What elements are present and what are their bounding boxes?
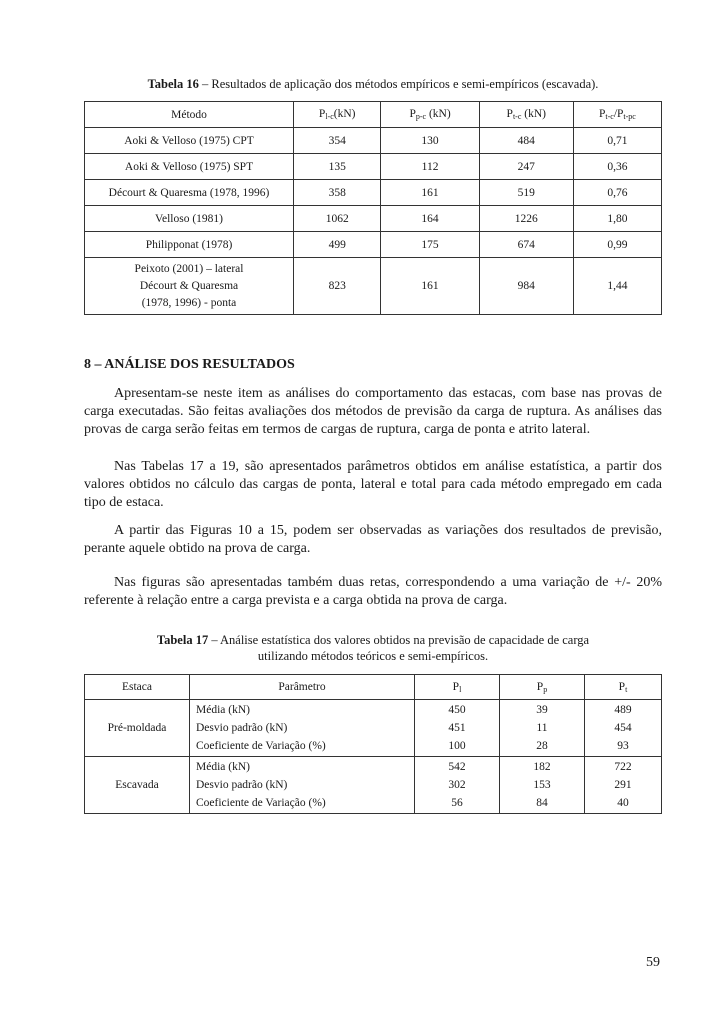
value: 40 bbox=[617, 797, 629, 809]
value: 182 bbox=[533, 761, 551, 773]
cell-ratio: 0,76 bbox=[573, 180, 661, 206]
table-row bbox=[85, 757, 662, 814]
table-row bbox=[85, 206, 662, 232]
value: 11 bbox=[536, 722, 548, 734]
cell-metodo-line: Décourt & Quaresma bbox=[139, 279, 239, 292]
paragraph-2: Nas Tabelas 17 a 19, são apresentados parâmetros obtidos em análise estatística, a partir dos valores obtidos no cálculo das cargas de ponta, lateral e total para cada método empregado em cada tipo de estaca. bbox=[84, 459, 662, 510]
cell-metodo: Velloso (1981) bbox=[85, 206, 294, 232]
paragraph-3: A partir das Figuras 10 a 15, podem ser observadas as variações dos resultados de previsão, perante aquele obtido na prova de carga. bbox=[84, 523, 662, 556]
paragraph-4: Nas figuras são apresentadas também duas retas, correspondendo a uma variação de +/- 20% referente à relação entre a carga prevista e a carga obtida na prova de carga. bbox=[84, 575, 662, 608]
cell-ratio: 0,99 bbox=[573, 232, 661, 258]
cell-metodo: Aoki & Velloso (1975) CPT bbox=[85, 128, 294, 154]
cell-pp: 161 bbox=[381, 180, 479, 206]
table17-caption bbox=[84, 632, 662, 664]
cell-metodo bbox=[85, 258, 294, 315]
header-sub: t-c bbox=[605, 112, 614, 121]
header-mid: /P bbox=[613, 108, 624, 120]
cell-metodo: Décourt & Quaresma (1978, 1996) bbox=[85, 180, 294, 206]
cell-pt bbox=[585, 757, 662, 814]
page-number: 59 bbox=[646, 955, 660, 970]
cell-estaca: Pré-moldada bbox=[85, 700, 190, 757]
parametro-line: Coeficiente de Variação (%) bbox=[196, 797, 326, 809]
cell-pp: 161 bbox=[381, 258, 479, 315]
cell-metodo: Aoki & Velloso (1975) SPT bbox=[85, 154, 294, 180]
value: 454 bbox=[614, 722, 632, 734]
cell-parametro bbox=[190, 757, 415, 814]
parametro-line: Média (kN) bbox=[196, 704, 250, 716]
table17-caption-line1 bbox=[84, 632, 662, 648]
cell-pl: 354 bbox=[294, 128, 381, 154]
cell-metodo-line: (1978, 1996) - ponta bbox=[141, 296, 237, 309]
cell-pl: 499 bbox=[294, 232, 381, 258]
cell-pt: 1226 bbox=[479, 206, 573, 232]
table-row bbox=[85, 258, 662, 315]
table17-header-parametro: Parâmetro bbox=[190, 675, 415, 700]
cell-pl bbox=[415, 700, 500, 757]
header-p: P bbox=[409, 108, 416, 120]
cell-ratio: 0,71 bbox=[573, 128, 661, 154]
header-p: P bbox=[452, 680, 460, 693]
parametro-line: Desvio padrão (kN) bbox=[196, 779, 288, 791]
value: 56 bbox=[451, 797, 463, 809]
parametro-line: Desvio padrão (kN) bbox=[196, 722, 288, 734]
table17-header-pp bbox=[500, 675, 585, 700]
table16 bbox=[84, 101, 662, 315]
header-p: P bbox=[318, 108, 326, 120]
table16-header-metodo: Método bbox=[85, 102, 294, 128]
value: 39 bbox=[536, 704, 548, 716]
header-p: P bbox=[598, 108, 606, 120]
header-sub: t bbox=[625, 684, 628, 694]
cell-pt: 484 bbox=[479, 128, 573, 154]
table17-caption-text: – Análise estatística dos valores obtidos na previsão de capacidade de carga bbox=[208, 633, 590, 647]
cell-pp bbox=[500, 757, 585, 814]
parametro-line: Coeficiente de Variação (%) bbox=[196, 740, 326, 752]
value: 153 bbox=[533, 779, 551, 791]
header-p: P bbox=[536, 680, 544, 693]
value: 451 bbox=[448, 722, 466, 734]
table-row bbox=[85, 232, 662, 258]
section-title: 8 – ANÁLISE DOS RESULTADOS bbox=[84, 357, 295, 372]
cell-ratio: 1,80 bbox=[573, 206, 661, 232]
table-row bbox=[85, 700, 662, 757]
cell-pl bbox=[415, 757, 500, 814]
cell-pp: 175 bbox=[381, 232, 479, 258]
cell-pt bbox=[585, 700, 662, 757]
header-sub: t-pc bbox=[623, 112, 636, 121]
cell-metodo-line: Peixoto (2001) – lateral bbox=[134, 262, 244, 275]
value: 489 bbox=[614, 704, 632, 716]
header-sub: p bbox=[543, 684, 548, 694]
cell-pp: 130 bbox=[381, 128, 479, 154]
cell-metodo: Philipponat (1978) bbox=[85, 232, 294, 258]
table-row bbox=[85, 128, 662, 154]
cell-pp bbox=[500, 700, 585, 757]
cell-pl: 358 bbox=[294, 180, 381, 206]
header-unit: (kN) bbox=[426, 108, 451, 120]
header-sub: l-c bbox=[325, 112, 334, 121]
cell-pp: 112 bbox=[381, 154, 479, 180]
cell-ratio: 1,44 bbox=[573, 258, 661, 315]
value: 93 bbox=[617, 740, 629, 752]
cell-pt: 519 bbox=[479, 180, 573, 206]
value: 28 bbox=[536, 740, 548, 752]
value: 542 bbox=[448, 761, 466, 773]
table16-header-pl bbox=[294, 102, 381, 128]
table16-caption-label: Tabela 16 bbox=[147, 77, 199, 91]
table17-header-estaca: Estaca bbox=[85, 675, 190, 700]
table16-header-ratio bbox=[573, 102, 661, 128]
table17-caption-label: Tabela 17 bbox=[156, 633, 209, 647]
value: 302 bbox=[448, 779, 466, 791]
header-unit: (kN) bbox=[333, 108, 356, 120]
value: 84 bbox=[536, 797, 548, 809]
cell-pl: 135 bbox=[294, 154, 381, 180]
table-row bbox=[85, 154, 662, 180]
value: 722 bbox=[614, 761, 632, 773]
header-sub: p-c bbox=[415, 112, 427, 121]
paragraph-1: Apresentam-se neste item as análises do comportamento das estacas, com base nas provas de carga executadas. São feitas avaliações dos métodos de previsão da carga de ruptura. As análises das provas de carga serão feitas em termos de cargas de ruptura, carga de ponta e atrito lateral. bbox=[84, 386, 662, 437]
cell-pl: 823 bbox=[294, 258, 381, 315]
table-row bbox=[85, 180, 662, 206]
cell-pp: 164 bbox=[381, 206, 479, 232]
header-unit: (kN) bbox=[521, 108, 546, 120]
header-p: P bbox=[618, 680, 626, 693]
header-sub: t-c bbox=[512, 112, 522, 121]
table16-caption bbox=[84, 76, 662, 92]
table17-header-pl bbox=[415, 675, 500, 700]
value: 100 bbox=[448, 740, 466, 752]
header-p: P bbox=[506, 108, 513, 120]
cell-pt: 674 bbox=[479, 232, 573, 258]
table16-header-pt bbox=[479, 102, 573, 128]
table17-caption-line2: utilizando métodos teóricos e semi-empíricos. bbox=[257, 649, 489, 663]
parametro-line: Média (kN) bbox=[196, 761, 250, 773]
table17-header-row bbox=[85, 675, 662, 700]
cell-pl: 1062 bbox=[294, 206, 381, 232]
table17-header-pt bbox=[585, 675, 662, 700]
table16-header-row bbox=[85, 102, 662, 128]
cell-estaca: Escavada bbox=[85, 757, 190, 814]
value: 450 bbox=[448, 704, 466, 716]
table17 bbox=[84, 674, 662, 814]
cell-ratio: 0,36 bbox=[573, 154, 661, 180]
cell-pt: 247 bbox=[479, 154, 573, 180]
table16-header-pp bbox=[381, 102, 479, 128]
table16-caption-text: – Resultados de aplicação dos métodos empíricos e semi-empíricos (escavada). bbox=[198, 77, 599, 91]
value: 291 bbox=[614, 779, 632, 791]
cell-parametro bbox=[190, 700, 415, 757]
cell-pt: 984 bbox=[479, 258, 573, 315]
header-sub: l bbox=[459, 684, 462, 694]
